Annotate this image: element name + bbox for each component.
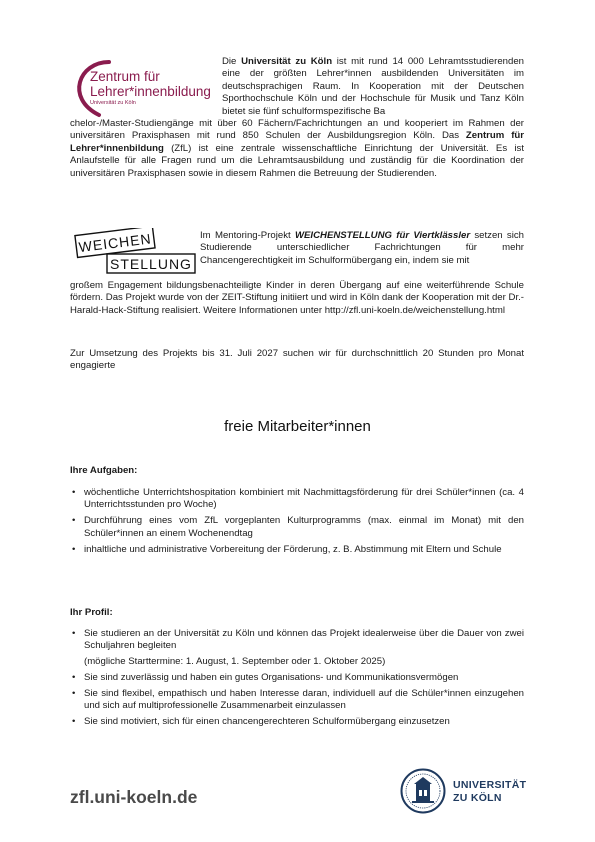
mentoring-paragraph-bottom: großem Engagement bildungsbenachteiligte Kinder in deren Übergang auf eine weiterführende Schule fördern. Das Projekt wurde von der ZEIT-Stiftung initiiert und wird in Köln dank der Kooperation mit der Dr.-Harald-Hack-Stiftung realisiert. Weitere Informationen unter http://zfl.uni-koeln.de/weichenstellung.html xyxy=(70,280,524,316)
intro-paragraph-bottom: chelor-/Master-Studiengänge mit über 60 Fächern/Fachrichtungen an und kooperiert im Rahmen der universitären Praxisphasen mit rund 850 Schulen der Ausbildungsregion Köln. Das Zentrum für Lehrer*innenbildung (ZfL) ist eine zentrale wissenschaftliche Einrichtung der Universität. Es ist Anlaufstelle für alle Fragen rund um die Lehramtsausbildung und zuständig für die Koordination der universitären Praxisphasen sowie in diesem Rahmen die Betreuung der Studierenden. xyxy=(70,118,524,179)
intro-paragraph-top: Die Universität zu Köln ist mit rund 14 000 Lehramtsstudierenden eine der größten Lehrer*innen ausbildenden Universitäten im deutschsprachigen Raum. In Kooperation mit der Deutschen Sporthochschule Köln und der Hochschule für Musik und Tanz Köln bietet sie fünf schulformspezifische Ba xyxy=(222,56,525,117)
university-seal-icon xyxy=(400,768,446,814)
mentoring-project-name: WEICHENSTELLUNG für Viertklässler xyxy=(294,230,471,241)
position-title: freie Mitarbeiter*innen xyxy=(224,418,371,435)
weichenstellung-logo-word2: STELLUNG xyxy=(110,256,192,272)
intro-university-name: Universität zu Köln xyxy=(241,56,333,67)
list-item: • Sie studieren an der Universität zu Köln und können das Projekt idealerweise über die Dauer von zwei Schuljahren begleiten (mögliche Starttermine: 1. August, 1. September oder 1. Oktober 2025) xyxy=(72,628,524,667)
university-name-line2: ZU KÖLN xyxy=(453,791,502,804)
tasks-list xyxy=(70,487,524,560)
list-item: • Durchführung eines vom ZfL vorgeplanten Kulturprogramms (max. einmal im Monat) mit den Schüler*innen an einem Wochenendtag xyxy=(72,515,524,539)
list-item: • Sie sind flexibel, empathisch und haben Interesse daran, individuell auf die Schüler*innen einzugehen und sich auf multiprofessionelle Zusammenarbeit einzulassen xyxy=(72,687,524,712)
zfl-logo-line2: Lehrer*innenbildung xyxy=(90,84,211,99)
period-paragraph: Zur Umsetzung des Projekts bis 31. Juli 2027 suchen wir für durchschnittlich 20 Stunden pro Monat engagierte xyxy=(70,348,524,372)
weichenstellung-logo-word1: WEICHEN xyxy=(77,230,153,256)
profile-list xyxy=(70,628,524,732)
university-name-line1: UNIVERSITÄT xyxy=(453,779,527,791)
footer-website-link[interactable]: zfl.uni-koeln.de xyxy=(70,787,198,807)
list-item: • Sie sind motiviert, sich für einen chancengerechteren Schulformübergang einzusetzen xyxy=(72,716,450,728)
university-name xyxy=(453,779,526,804)
zfl-logo-subtitle: Universität zu Köln xyxy=(90,100,136,106)
zfl-logo-line1: Zentrum für xyxy=(90,69,160,84)
intro-zfl-name: Zentrum für Lehrer*innenbildung xyxy=(70,130,524,154)
weichenstellung-logo xyxy=(73,228,197,276)
list-item: • Sie sind zuverlässig und haben ein gutes Organisations- und Kommunikationsvermögen xyxy=(72,671,459,683)
start-dates-note: (mögliche Starttermine: 1. August, 1. September oder 1. Oktober 2025) xyxy=(84,655,386,667)
list-item: • inhaltliche und administrative Vorbereitung der Förderung, z. B. Abstimmung mit Eltern und Schule xyxy=(72,543,502,555)
zfl-logo-text xyxy=(90,69,220,99)
mentoring-paragraph-top: Im Mentoring-Projekt WEICHENSTELLUNG für Viertklässler setzen sich Studierende unterschiedlicher Fachrichtungen für mehr Chancengerechtigkeit im Schulformübergang ein, indem sie mit xyxy=(200,230,524,266)
profile-heading: Ihr Profil: xyxy=(70,607,113,618)
list-item: • wöchentliche Unterrichtshospitation kombiniert mit Nachmittagsförderung für drei Schüler*innen (ca. 4 Unterrichtsstunden pro Woche) xyxy=(72,487,524,511)
tasks-heading: Ihre Aufgaben: xyxy=(70,465,138,476)
